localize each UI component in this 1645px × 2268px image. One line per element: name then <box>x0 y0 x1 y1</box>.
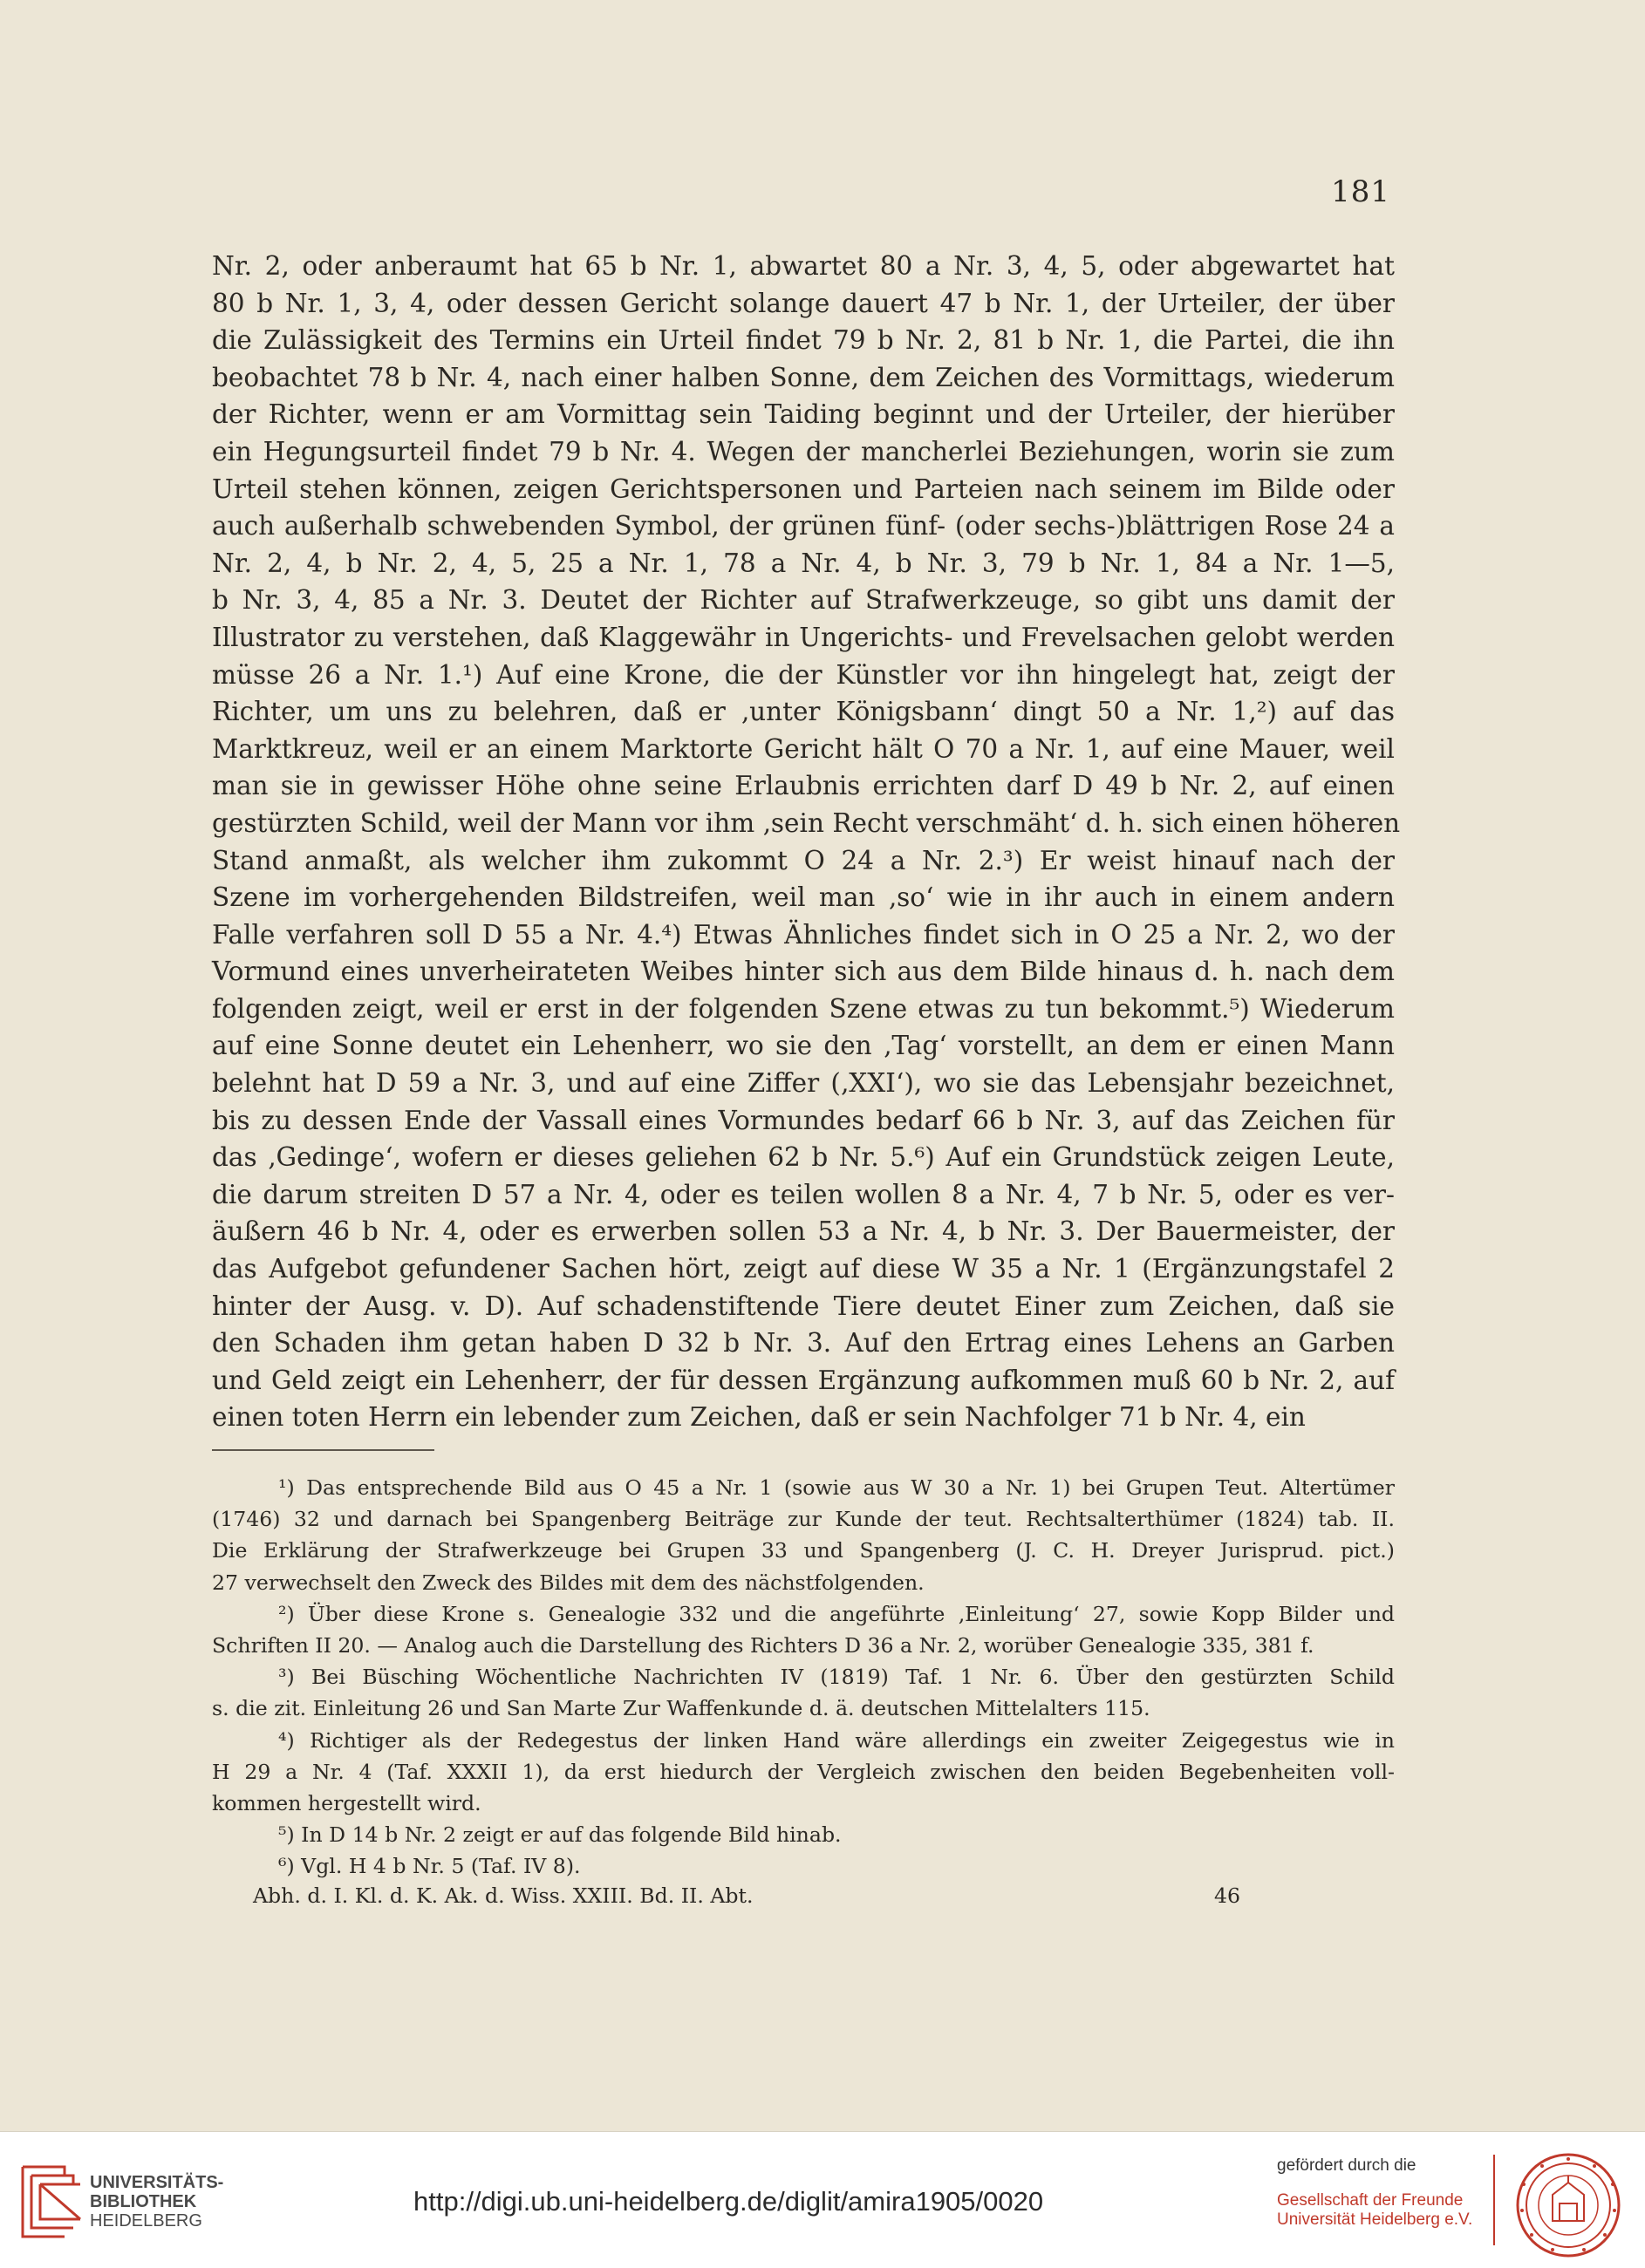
text-line: einen toten Herrn ein lebender zum Zeichen, daß er sein Nachfolger 71 b Nr. 4, ein <box>212 1402 1306 1433</box>
text-line: ein Hegungsurteil findet 79 b Nr. 4. Wegen der mancherlei Beziehungen, worin sie zum <box>212 436 1395 467</box>
page-number: 181 <box>1331 174 1390 209</box>
text-line: und Geld zeigt ein Lehenherr, der für dessen Ergänzung aufkommen muß 60 b Nr. 2, auf <box>212 1365 1395 1395</box>
funding-note <box>1277 2156 1495 2230</box>
document-url[interactable]: http://digi.ub.uni-heidelberg.de/diglit/amira1905/0020 <box>413 2186 1044 2217</box>
funding-org-line: Gesellschaft der Freunde <box>1277 2191 1464 2210</box>
footnote-line: ⁶) Vgl. H 4 b Nr. 5 (Taf. IV 8). <box>278 1854 581 1879</box>
running-footer <box>253 1883 1240 1908</box>
text-line: auch außerhalb schwebenden Symbol, der grünen fünf- (oder sechs-)blättrigen Rose 24 a <box>212 511 1395 541</box>
library-name-line: BIBLIOTHEK <box>90 2192 197 2211</box>
library-name <box>90 2173 223 2231</box>
footnote-line: H 29 a Nr. 4 (Taf. XXXII 1), da erst hiedurch der Vergleich zwischen den beiden Begebenheiten voll- <box>212 1759 1395 1784</box>
running-footer-title: Abh. d. I. Kl. d. K. Ak. d. Wiss. XXIII. Bd. II. Abt. <box>253 1883 754 1908</box>
text-line: Stand anmaßt, als welcher ihm zukommt O 24 a Nr. 2.³) Er weist hinauf nach der <box>212 845 1395 875</box>
text-line: das Aufgebot gefundener Sachen hört, zeigt auf diese W 35 a Nr. 1 (Ergänzungstafel 2 <box>212 1254 1395 1284</box>
text-line: b Nr. 3, 4, 85 a Nr. 3. Deutet der Richter auf Strafwerkzeuge, so gibt uns damit der <box>212 585 1395 616</box>
text-line: Szene im vorhergehenden Bildstreifen, weil man ‚so‘ wie in ihr auch in einem andern <box>212 882 1395 913</box>
text-line: Illustrator zu verstehen, daß Klaggewähr in Ungerichts- und Frevelsachen gelobt werden <box>212 622 1395 652</box>
text-line: äußern 46 b Nr. 4, oder es erwerben sollen 53 a Nr. 4, b Nr. 3. Der Bauermeister, der <box>212 1216 1395 1247</box>
footnote-line: ⁴) Richtiger als der Redegestus der linken Hand wäre allerdings ein zweiter Zeigegestus wie in <box>278 1727 1395 1753</box>
footnotes <box>212 1472 1395 1883</box>
text-line: beobachtet 78 b Nr. 4, nach einer halben Sonne, dem Zeichen des Vormittags, wiederum <box>212 362 1395 392</box>
funding-caption: gefördert durch die <box>1277 2156 1416 2175</box>
library-logo-icon <box>19 2163 82 2240</box>
footnote-line: ³) Bei Büsching Wöchentliche Nachrichten IV (1819) Taf. 1 Nr. 6. Über den gestürzten Schild <box>278 1665 1395 1690</box>
text-line: den Schaden ihm getan haben D 32 b Nr. 3. Auf den Ertrag eines Lehens an Garben <box>212 1328 1395 1359</box>
text-line: müsse 26 a Nr. 1.¹) Auf eine Krone, die der Künstler vor ihn hingelegt hat, zeigt der <box>212 659 1395 690</box>
text-line: bis zu dessen Ende der Vassall eines Vormundes bedarf 66 b Nr. 3, auf das Zeichen für <box>212 1105 1395 1135</box>
footnote-line: s. die zit. Einleitung 26 und San Marte Zur Waffenkunde d. ä. deutschen Mittelalters 115. <box>212 1696 1150 1721</box>
university-seal-icon <box>1514 2151 1622 2259</box>
viewer-bottom-bar <box>0 2131 1645 2268</box>
text-line: Richter, um uns zu belehren, daß er ‚unter Königsbann‘ dingt 50 a Nr. 1,²) auf das <box>212 697 1395 727</box>
footnote-line: Die Erklärung der Strafwerkzeuge bei Grupen 33 und Spangenberg (J. C. H. Dreyer Jurisprud. pict.) <box>212 1538 1395 1563</box>
library-name-line: UNIVERSITÄTS- <box>90 2173 224 2192</box>
text-line: das ‚Gedinge‘, wofern er dieses geliehen 62 b Nr. 5.⁶) Auf ein Grundstück zeigen Leute, <box>212 1142 1395 1173</box>
text-line: die Zulässigkeit des Termins ein Urteil findet 79 b Nr. 2, 81 b Nr. 1, die Partei, die ihn <box>212 325 1395 356</box>
footnote-line: ⁵) In D 14 b Nr. 2 zeigt er auf das folgende Bild hinab. <box>278 1822 842 1848</box>
text-line: Urteil stehen können, zeigen Gerichtspersonen und Parteien nach seinem im Bilde oder <box>212 473 1395 504</box>
library-name-line: HEIDELBERG <box>90 2211 202 2231</box>
text-line: auf eine Sonne deutet ein Lehenherr, wo sie den ‚Tag‘ vorstellt, an dem er einen Mann <box>212 1031 1395 1061</box>
text-line: gestürzten Schild, weil der Mann vor ihm ‚sein Recht verschmäht‘ d. h. sich einen höheren <box>212 807 1401 838</box>
text-line: die darum streiten D 57 a Nr. 4, oder es teilen wollen 8 a Nr. 4, 7 b Nr. 5, oder es ver- <box>212 1179 1395 1209</box>
divider <box>1493 2155 1495 2245</box>
text-line: Falle verfahren soll D 55 a Nr. 4.⁴) Etwas Ähnliches findet sich in O 25 a Nr. 2, wo der <box>212 919 1395 950</box>
text-line: Nr. 2, 4, b Nr. 2, 4, 5, 25 a Nr. 1, 78 a Nr. 4, b Nr. 3, 79 b Nr. 1, 84 a Nr. 1—5, <box>212 548 1395 578</box>
footnote-line: ¹) Das entsprechende Bild aus O 45 a Nr. 1 (sowie aus W 30 a Nr. 1) bei Grupen Teut. Altertümer <box>278 1475 1395 1500</box>
funding-org-line: Universität Heidelberg e.V. <box>1277 2210 1473 2229</box>
footnote-line: Schriften II 20. — Analog auch die Darstellung des Richters D 36 a Nr. 2, worüber Genealogie 335, 381 f. <box>212 1633 1314 1658</box>
footnote-line: (1746) 32 und darnach bei Spangenberg Beiträge zur Kunde der teut. Rechtsalterthümer (1824) tab. II. <box>212 1507 1395 1532</box>
footnote-line: kommen hergestellt wird. <box>212 1791 481 1816</box>
text-line: Nr. 2, oder anberaumt hat 65 b Nr. 1, abwartet 80 a Nr. 3, 4, 5, oder abgewartet hat <box>212 251 1395 281</box>
text-line: 80 b Nr. 1, 3, 4, oder dessen Gericht solange dauert 47 b Nr. 1, der Urteiler, der über <box>212 288 1395 318</box>
sheet-number: 46 <box>1213 1883 1240 1908</box>
text-line: man sie in gewisser Höhe ohne seine Erlaubnis errichten darf D 49 b Nr. 2, auf einen <box>212 771 1395 801</box>
text-line: der Richter, wenn er am Vormittag sein Taiding beginnt und der Urteiler, der hierüber <box>212 399 1395 430</box>
main-text <box>212 248 1401 1436</box>
text-line: belehnt hat D 59 a Nr. 3, und auf eine Ziffer (‚XXI‘), wo sie das Lebensjahr bezeichnet, <box>212 1068 1395 1099</box>
footnote-line: ²) Über diese Krone s. Genealogie 332 und die angeführte ‚Einleitung‘ 27, sowie Kopp Bilder und <box>278 1601 1395 1626</box>
footnote-rule <box>212 1449 434 1451</box>
text-line: Vormund eines unverheirateten Weibes hinter sich aus dem Bilde hinaus d. h. nach dem <box>212 957 1395 987</box>
text-line: Marktkreuz, weil er an einem Marktorte Gericht hält O 70 a Nr. 1, auf eine Mauer, weil <box>212 733 1395 764</box>
text-line: folgenden zeigt, weil er erst in der folgenden Szene etwas zu tun bekommt.⁵) Wiederum <box>212 993 1395 1024</box>
text-line: hinter der Ausg. v. D). Auf schadenstiftende Tiere deutet Einer zum Zeichen, daß sie <box>212 1291 1395 1321</box>
footnote-line: 27 verwechselt den Zweck des Bildes mit dem des nächstfolgenden. <box>212 1570 925 1595</box>
